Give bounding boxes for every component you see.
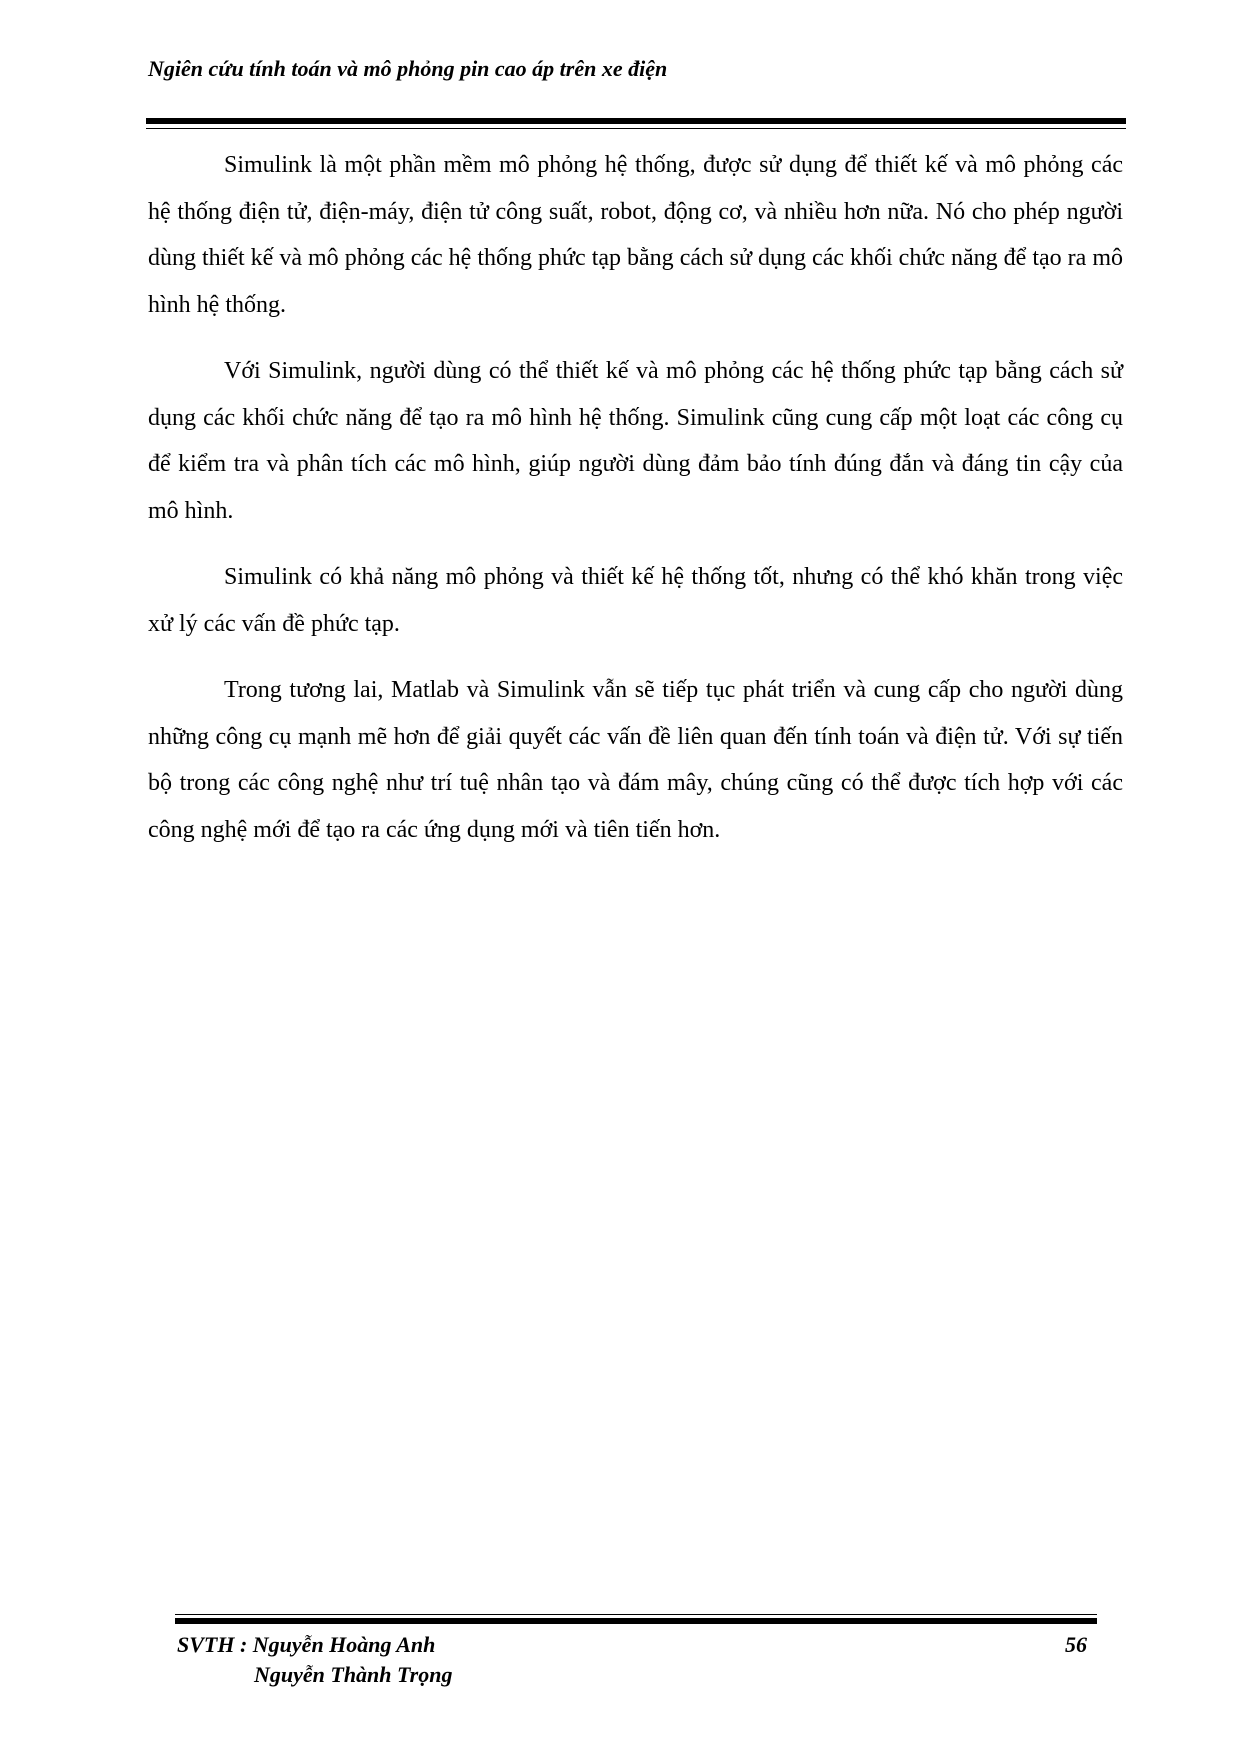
paragraph-1: Simulink là một phần mềm mô phỏng hệ thống, được sử dụng để thiết kế và mô phỏng các hệ thống điện tử, điện-máy, điện tử công suất, robot, động cơ, và nhiều hơn nữa. Nó cho phép người dùng thiết kế và mô phỏng các hệ thống phức tạp bằng cách sử dụng các khối chức năng để tạo ra mô hình hệ thống. bbox=[148, 152, 1123, 318]
footer-student-line: SVTH : Nguyễn Hoàng Anh bbox=[177, 1632, 436, 1657]
paragraph-2: Với Simulink, người dùng có thể thiết kế và mô phỏng các hệ thống phức tạp bằng cách sử dụng các khối chức năng để tạo ra mô hình hệ thống. Simulink cũng cung cấp một loạt các công cụ để kiểm tra và phân tích các mô hình, giúp người dùng đảm bảo tính đúng đắn và đáng tin cậy của mô hình. bbox=[148, 358, 1123, 524]
footer-rule-thin bbox=[175, 1614, 1097, 1615]
paragraph-4: Trong tương lai, Matlab và Simulink vẫn sẽ tiếp tục phát triển và cung cấp cho người dùng những công cụ mạnh mẽ hơn để giải quyết các vấn đề liên quan đến tính toán và điện tử. Với sự tiến bộ trong các công nghệ như trí tuệ nhân tạo và đám mây, chúng cũng có thể được tích hợp với các công nghệ mới để tạo ra các ứng dụng mới và tiên tiến hơn. bbox=[148, 677, 1123, 843]
header-rule-thick bbox=[146, 118, 1126, 124]
paragraph-3: Simulink có khả năng mô phỏng và thiết kế hệ thống tốt, nhưng có thể khó khăn trong việc xử lý các vấn đề phức tạp. bbox=[148, 564, 1123, 637]
page-number: 56 bbox=[1065, 1632, 1087, 1657]
header-rule-thin bbox=[146, 128, 1126, 129]
running-header-title: Ngiên cứu tính toán và mô phỏng pin cao áp trên xe điện bbox=[148, 56, 668, 81]
body-text bbox=[148, 142, 1123, 873]
footer-rule-thick bbox=[175, 1618, 1097, 1624]
footer-second-student: Nguyễn Thành Trọng bbox=[254, 1662, 453, 1687]
